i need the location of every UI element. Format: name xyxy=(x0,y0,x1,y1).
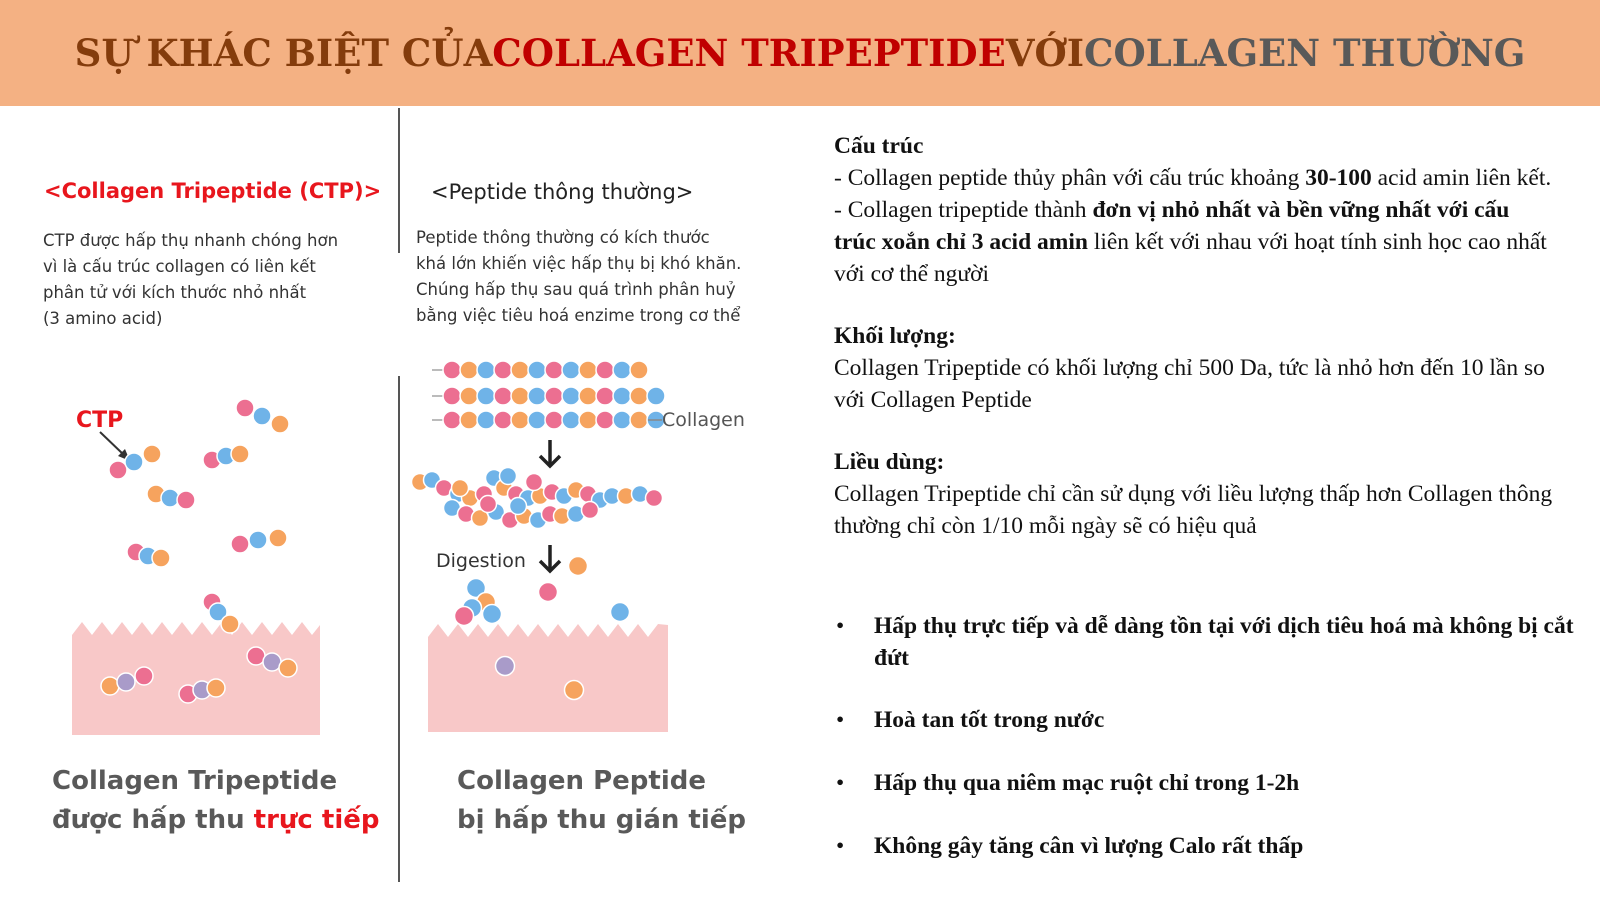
structure-point-2 xyxy=(834,194,1554,290)
molecule-bead xyxy=(579,387,597,405)
molecule-bead xyxy=(480,496,497,513)
bullet-icon: • xyxy=(836,833,845,859)
peptide-caption xyxy=(457,762,746,840)
molecule-bead xyxy=(528,411,546,429)
structure-text: - Collagen tripeptide thành xyxy=(834,197,1093,223)
molecule-bead xyxy=(511,387,529,405)
list-item xyxy=(836,704,1574,736)
molecule-bead xyxy=(452,480,469,497)
tissue-layer xyxy=(428,624,668,732)
molecule-bead xyxy=(101,677,119,695)
molecule-bead xyxy=(161,489,179,507)
molecule-bead xyxy=(528,387,546,405)
molecule-bead xyxy=(231,445,249,463)
bullet-icon: • xyxy=(836,770,845,796)
molecule-bead xyxy=(271,415,289,433)
molecule-bead xyxy=(477,411,495,429)
molecule-bead xyxy=(494,361,512,379)
molecule-bead xyxy=(647,387,665,405)
header-title-regular: COLLAGEN THƯỜNG xyxy=(1084,31,1526,75)
divider-top xyxy=(398,108,400,253)
molecule-bead xyxy=(236,399,254,417)
molecule-bead xyxy=(579,361,597,379)
comparison-details xyxy=(834,130,1554,542)
molecule-bead xyxy=(596,411,614,429)
molecule-bead xyxy=(109,461,127,479)
molecule-bead xyxy=(562,411,580,429)
molecule-bead xyxy=(545,361,563,379)
molecule-bead xyxy=(613,411,631,429)
molecule-bead xyxy=(253,407,271,425)
structure-text: liên kết với nhau với hoạt tính sinh học cao nhất với cơ thể người xyxy=(834,229,1547,287)
ctp-caption xyxy=(52,762,379,840)
molecule-bead xyxy=(562,361,580,379)
molecule-bead xyxy=(269,529,287,547)
molecule-bead xyxy=(249,531,267,549)
molecule-bead xyxy=(496,657,515,676)
molecule-bead xyxy=(596,387,614,405)
peptide-description xyxy=(416,225,741,329)
molecule-bead xyxy=(545,387,563,405)
peptide-caption-line2: bị hấp thu gián tiếp xyxy=(457,805,747,835)
molecule-bead xyxy=(483,605,502,624)
mass-heading: Khối lượng: xyxy=(834,323,956,349)
molecule-bead xyxy=(143,445,161,463)
bullet-icon: • xyxy=(836,707,845,733)
arrow-down-icon xyxy=(540,545,560,571)
structure-highlight: đơn vị nhỏ nhất và bền vững nhất với cấu trúc xoắn chỉ 3 acid amin xyxy=(834,197,1510,255)
molecule-bead xyxy=(526,474,543,491)
mass-text: Collagen Tripeptide có khối lượng chỉ 500 Da, tức là nhỏ hơn đến 10 lần so với Collagen Peptide xyxy=(834,355,1545,413)
molecule-bead xyxy=(207,679,225,697)
molecule-bead xyxy=(177,491,195,509)
structure-highlight: 30-100 xyxy=(1305,165,1372,191)
list-item xyxy=(836,610,1574,674)
molecule-bead xyxy=(231,535,249,553)
molecule-bead xyxy=(565,681,584,700)
molecule-bead xyxy=(460,411,478,429)
ctp-caption-highlight: trực tiếp xyxy=(253,805,380,835)
benefit-text: Hấp thụ trực tiếp và dễ dàng tồn tại với dịch tiêu hoá mà không bị cắt đứt xyxy=(874,613,1574,671)
benefit-text: Không gây tăng cân vì lượng Calo rất thấp xyxy=(874,833,1304,859)
dose-heading: Liều dùng: xyxy=(834,449,945,475)
peptide-desc-line: khá lớn khiến việc hấp thụ bị khó khăn. xyxy=(416,254,742,273)
ctp-title: <Collagen Tripeptide (CTP)> xyxy=(44,179,382,203)
page-header xyxy=(0,0,1600,106)
digestion-label: Digestion xyxy=(436,550,526,572)
ctp-caption-line2: được hấp thu xyxy=(52,805,254,835)
molecule-bead xyxy=(511,361,529,379)
molecule-bead xyxy=(443,387,461,405)
peptide-desc-line: Peptide thông thường có kích thước xyxy=(416,228,710,247)
benefit-text: Hấp thụ qua niêm mạc ruột chỉ trong 1-2h xyxy=(874,770,1300,796)
ctp-description xyxy=(43,228,338,332)
molecule-bead xyxy=(494,387,512,405)
molecule-bead xyxy=(443,361,461,379)
molecule-bead xyxy=(579,411,597,429)
molecule-bead xyxy=(528,361,546,379)
molecule-bead xyxy=(596,361,614,379)
list-item xyxy=(836,767,1574,799)
molecule-bead xyxy=(611,603,630,622)
header-title-ctp: COLLAGEN TRIPEPTIDE xyxy=(492,31,1006,75)
ctp-label: CTP xyxy=(76,408,124,433)
molecule-bead xyxy=(582,502,599,519)
molecule-bead xyxy=(630,387,648,405)
molecule-bead xyxy=(562,387,580,405)
molecule-bead xyxy=(135,667,153,685)
molecule-bead xyxy=(500,468,517,485)
ctp-desc-line: (3 amino acid) xyxy=(43,309,163,328)
molecule-bead xyxy=(279,659,297,677)
peptide-desc-line: bằng việc tiêu hoá enzime trong cơ thể xyxy=(416,306,741,325)
arrow-down-icon xyxy=(540,440,560,466)
structure-heading: Cấu trúc xyxy=(834,133,924,159)
ctp-absorption-illustration xyxy=(0,380,400,740)
peptide-title: <Peptide thông thường> xyxy=(431,180,694,204)
molecule-bead xyxy=(221,615,239,633)
structure-text: acid amin liên kết. xyxy=(1371,165,1552,191)
peptide-desc-line: Chúng hấp thụ sau quá trình phân huỷ xyxy=(416,280,736,299)
benefit-text: Hoà tan tốt trong nước xyxy=(874,707,1105,733)
peptide-caption-line1: Collagen Peptide xyxy=(457,766,707,796)
molecule-bead xyxy=(477,361,495,379)
molecule-bead xyxy=(510,498,527,515)
peptide-digestion-illustration xyxy=(400,370,800,740)
molecule-bead xyxy=(125,453,143,471)
molecule-bead xyxy=(613,387,631,405)
ctp-desc-line: phân tử với kích thước nhỏ nhất xyxy=(43,283,307,302)
molecule-bead xyxy=(511,411,529,429)
molecule-bead xyxy=(494,411,512,429)
structure-text: - Collagen peptide thủy phân với cấu trúc khoảng xyxy=(834,165,1306,191)
molecule-bead xyxy=(630,361,648,379)
ctp-desc-line: CTP được hấp thụ nhanh chóng hơn xyxy=(43,231,339,250)
list-item xyxy=(836,830,1574,862)
header-title-part1: SỰ KHÁC BIỆT CỦA xyxy=(74,31,493,75)
ctp-arrow-icon xyxy=(100,432,130,461)
molecule-bead xyxy=(569,557,588,576)
ctp-desc-line: vì là cấu trúc collagen có liên kết xyxy=(43,257,316,276)
collagen-label: Collagen xyxy=(662,409,745,431)
molecule-bead xyxy=(539,583,558,602)
molecule-bead xyxy=(117,673,135,691)
molecule-bead xyxy=(545,411,563,429)
molecule-bead xyxy=(460,387,478,405)
molecule-bead xyxy=(455,607,474,626)
molecule-bead xyxy=(613,361,631,379)
molecule-bead xyxy=(152,549,170,567)
header-title-part3: VỚI xyxy=(1005,31,1085,75)
molecule-bead xyxy=(646,490,663,507)
dose-text: Collagen Tripeptide chỉ cần sử dụng với liều lượng thấp hơn Collagen thông thường chỉ còn 1/10 mỗi ngày sẽ có hiệu quả xyxy=(834,481,1553,539)
ctp-caption-line1: Collagen Tripeptide xyxy=(52,766,338,796)
bullet-icon: • xyxy=(836,613,845,639)
molecule-bead xyxy=(477,387,495,405)
molecule-bead xyxy=(443,411,461,429)
molecule-bead xyxy=(630,411,648,429)
structure-point-1 xyxy=(834,162,1554,194)
molecule-bead xyxy=(460,361,478,379)
